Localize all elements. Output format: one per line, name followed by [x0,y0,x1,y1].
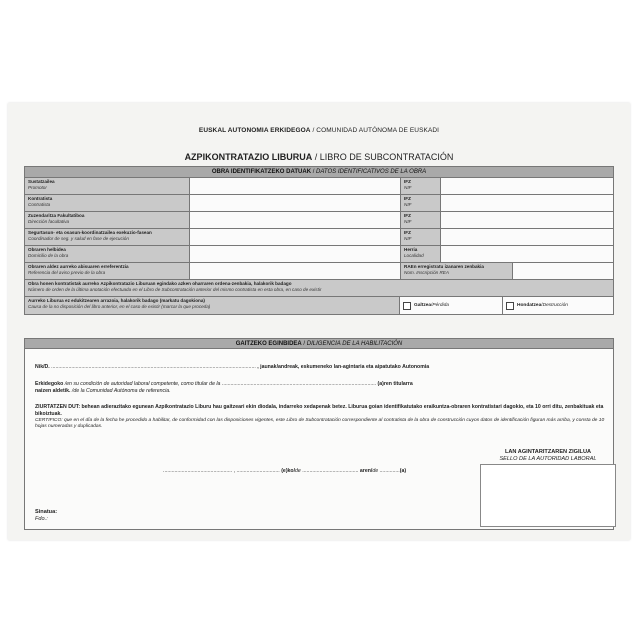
domicilio-label: Obraren helbidea Domicilio de la obra [25,246,190,262]
header-spanish: COMUNIDAD AUTÓNOMA DE EUSKADI [316,127,440,134]
direccion-nif-field[interactable] [441,212,613,228]
diligencia-section [24,338,614,530]
domicilio-field[interactable] [190,246,401,262]
direccion-nif-label: IFZ NIF [401,212,441,228]
row-last-order [25,280,613,297]
coordinador-nif-label: IFZ NIF [401,229,441,245]
promotor-field[interactable] [190,178,401,194]
localidad-field[interactable] [441,246,613,262]
aviso-field[interactable] [190,263,401,279]
coordinador-field[interactable] [190,229,401,245]
row-aviso [25,263,613,280]
contratista-label: Kontratista Contratista [25,195,190,211]
document-title: AZPIKONTRATAZIO LIBURUA / LIBRO DE SUBCONTRATACIÓN [184,152,454,162]
ziurtatzen-paragraph: ZIURTATZEN DUT: behean adierazitako egunean Azpikontratazio Liburu hau gaitzeari ekin diodala, indarreko xedapenak betez. Liburua goian identifikatutako eraikuntza-obraren kontratistari dagokio, eta 10 orri ditu, zenbakituak eta bikoiztuak. [35,404,604,417]
localidad-label: Herria Localidad [401,246,441,262]
lost-book-label: Aurreko Liburua ez edukitzearen arrazoia, halakorik badago (markatu dagokiona) Causa de la no disposición del libro anterior, en el caso de existir (marcar la que proceda) [25,297,400,314]
erkidegoko-paragraph: Erkidegoko /en su condición de autoridad laboral competente, como titular de la ........................................................................................................... (a)ren titularra naizen aldetik. /de la Comunidad Autónoma de referencia. [35,381,413,394]
seal-title: LAN AGINTARITZAREN ZIGILUA SELLO DE LA AUTORIDAD LABORAL [499,449,597,462]
promotor-label: Sustatzailea Promotor [25,178,190,194]
row-domicilio [25,246,613,263]
year-field[interactable]: .............................. [236,468,280,474]
title-basque: AZPIKONTRATAZIO LIBURUA [184,152,313,162]
row-lost-book [25,297,613,314]
obra-data-table [24,166,614,315]
row-direccion [25,212,613,229]
coordinador-nif-field[interactable] [441,229,613,245]
rea-label: RAEn erregistratu izanaren zenbakia Nom. Inscripción REA [401,263,513,279]
month-field[interactable]: ....................................... [300,468,359,474]
day-field[interactable]: .............. [378,468,400,474]
signature-block[interactable]: Sinatua: Fdo.: [35,509,58,523]
contratista-nif-label: IFZ NIF [401,195,441,211]
title-spanish: LIBRO DE SUBCONTRATACIÓN [319,152,454,162]
rea-field[interactable] [513,263,613,279]
place-field[interactable]: ................................................ [163,468,233,474]
date-line: ................................................ , .............................. (e)ko/de ....................................... aren/de ..............(a) [163,468,407,474]
document-header: EUSKAL AUTONOMIA ERKIDEGOA / COMUNIDAD AUTÓNOMA DE EUSKADI [198,127,440,134]
destruccion-checkbox[interactable] [506,302,514,310]
option-destruccion[interactable]: Hondatzea / Destrucción [503,297,613,314]
promotor-nif-field[interactable] [441,178,613,194]
option-perdida[interactable]: Galtzea / Pérdida [400,297,503,314]
certifico-paragraph: CERTIFICO: que en el día de la fecha he procedido a habilitar, de conformidad con las disposiciones vigentes, este Libro de Subcontratación correspondiente al contratista de la obra de construcción cuyos datos de identificación figuran más arriba, y consta de 10 hojas numeradas y duplicadas. [35,418,605,430]
seal-box[interactable] [480,464,616,527]
titular-field[interactable]: ........................................................................................................... [221,381,377,387]
coordinador-label: Segurtasun- eta osasun-koordinatzailea exekuzio-fasean Coordinador de seg. y salud en fase de ejecución [25,229,190,245]
nik-name-field[interactable]: .............................................................................................................................................. [49,364,256,370]
aviso-label: Obraren aldez aurreko abisuaren erreferentzia Referencia del aviso previo de la obra [25,263,190,279]
contratista-nif-field[interactable] [441,195,613,211]
row-promotor [25,178,613,195]
nik-line: Nik/D. .............................................................................................................................................. , jaunak/andreak, eskumeneko lan-agintaria eta aipatutako Autonomia [35,364,430,370]
perdida-checkbox[interactable] [403,302,411,310]
contratista-field[interactable] [190,195,401,211]
direccion-field[interactable] [190,212,401,228]
row-contratista [25,195,613,212]
promotor-nif-label: IFZ NIF [401,178,441,194]
document-page [8,103,630,540]
last-order-field[interactable]: Obra honen kontratistak aurreko Azpikontratazio Liburuan egindako azken oharraren ordena-zenbakia, halakorik badago Número de orden de la última anotación efectuada en el Libro de Subcontratación anterior del mismo contratista en esta obra, en caso de existir [25,280,613,296]
header-basque: EUSKAL AUTONOMIA ERKIDEGOA [198,127,311,134]
diligencia-heading: GAITZEKO EGINBIDEA / DILIGENCIA DE LA HABILITACIÓN [25,339,613,349]
row-coordinador [25,229,613,246]
obra-section-heading: OBRA IDENTIFIKATZEKO DATUAK / DATOS IDENTIFICATIVOS DE LA OBRA [25,167,613,178]
direccion-label: Zuzendaritza Fakultatiboa Dirección facultativa [25,212,190,228]
